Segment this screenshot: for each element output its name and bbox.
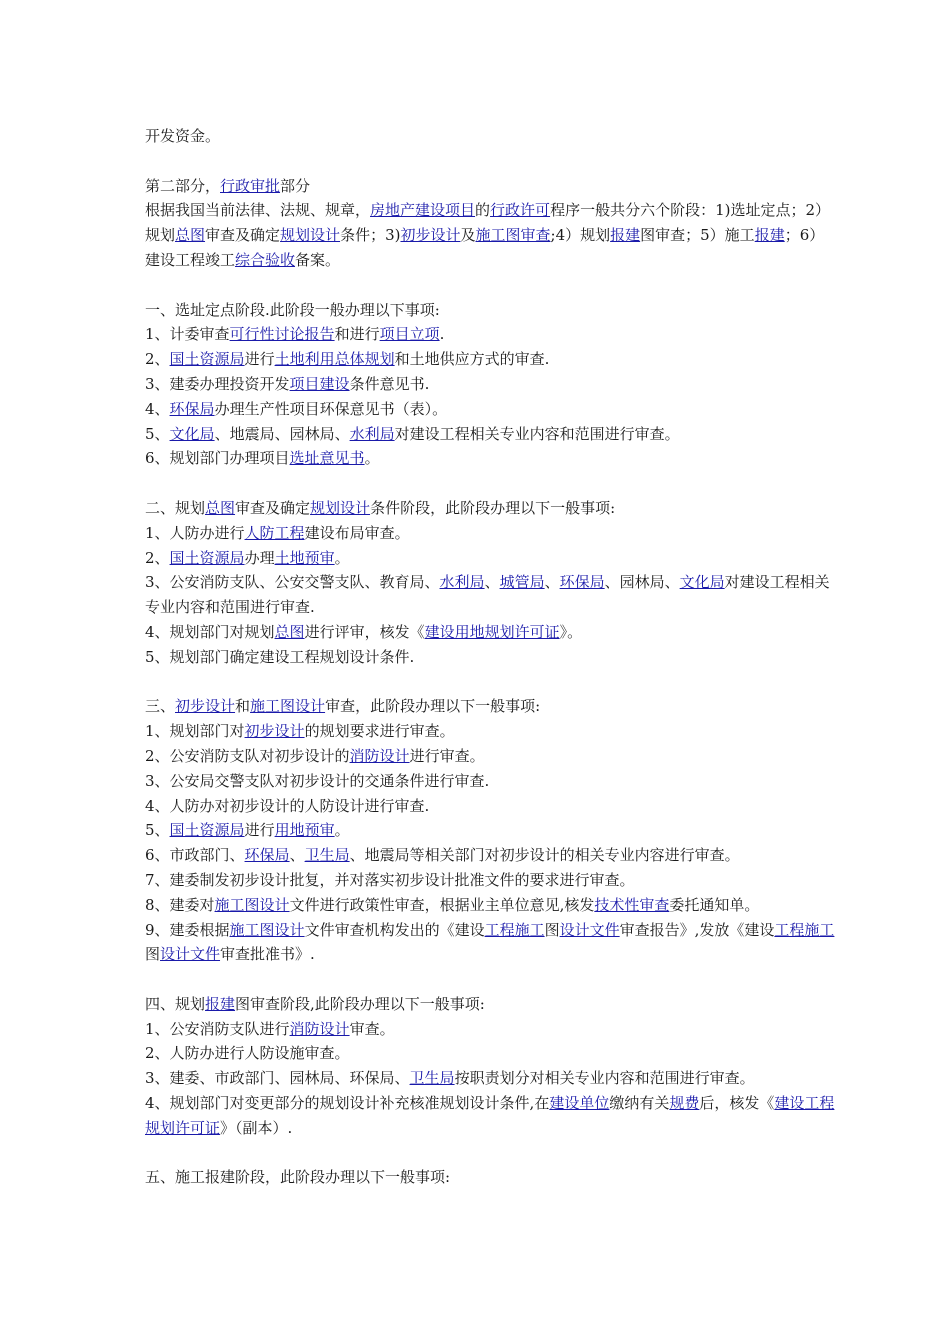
text-span: 进行 (244, 350, 275, 369)
hyperlink[interactable]: 用地预审 (274, 821, 335, 840)
text-line (145, 794, 835, 819)
hyperlink[interactable]: 设计文件 (559, 920, 620, 939)
text-line (145, 645, 835, 670)
text-line (145, 446, 835, 471)
text-span: . (439, 325, 445, 344)
text-span: 条件；3) (340, 226, 401, 245)
text-span: 对建设工程相关专业内容和范围进行审查. (145, 573, 830, 617)
hyperlink[interactable]: 项目立项 (379, 325, 440, 344)
text-span: 及 (460, 226, 476, 245)
text-span: 》。 (559, 622, 583, 641)
text-line (145, 397, 835, 422)
text-span: 和土地供应方式的审查. (394, 350, 550, 369)
paragraph-gap (145, 967, 835, 992)
hyperlink[interactable]: 选址意见书 (289, 449, 365, 468)
hyperlink[interactable]: 报建 (205, 994, 236, 1013)
paragraph-gap (145, 149, 835, 174)
text-span: 、 (544, 573, 560, 592)
text-span: 、地震局等相关部门对初步设计的相关专业内容进行审查。 (349, 846, 740, 865)
text-span: 办理生产性项目环保意见书（表）。 (214, 399, 448, 418)
text-span: 审查报告》,发放《建设 (619, 920, 775, 939)
text-line (145, 174, 835, 199)
text-span: 8、建委对 (145, 895, 215, 914)
text-line (145, 1165, 835, 1190)
paragraph-gap (145, 273, 835, 298)
text-span: 7、建委制发初步设计批复，并对落实初步设计批准文件的要求进行审查。 (145, 870, 635, 889)
hyperlink[interactable]: 水利局 (439, 573, 485, 592)
text-line (145, 570, 835, 620)
text-span: 、 (484, 573, 500, 592)
text-line (145, 918, 835, 968)
text-span: 2、人防办进行人防设施审查。 (145, 1044, 350, 1063)
text-span: 进行审查。 (409, 746, 485, 765)
hyperlink[interactable]: 土地预审 (274, 548, 335, 567)
hyperlink[interactable]: 建设单位 (549, 1094, 610, 1113)
text-span: 和 (235, 697, 251, 716)
hyperlink[interactable]: 水利局 (349, 424, 395, 443)
text-span: 图审查；5）施工 (640, 226, 755, 245)
text-span: 1、公安消防支队进行 (145, 1019, 290, 1038)
hyperlink[interactable]: 初步设计 (400, 226, 461, 245)
hyperlink[interactable]: 卫生局 (304, 846, 350, 865)
hyperlink[interactable]: 施工图审查 (475, 226, 551, 245)
hyperlink[interactable]: 建设工程规划许可证 (145, 1094, 835, 1137)
hyperlink[interactable]: 报建 (610, 226, 641, 245)
paragraph-gap (145, 1141, 835, 1166)
hyperlink[interactable]: 施工图设计 (250, 697, 326, 716)
hyperlink[interactable]: 总图 (175, 226, 206, 245)
text-span: 审查及确定 (205, 226, 281, 245)
hyperlink[interactable]: 设计文件 (160, 945, 221, 964)
text-span: 审查及确定 (235, 498, 311, 517)
text-line (145, 347, 835, 372)
hyperlink[interactable]: 规划设计 (280, 226, 341, 245)
text-line (145, 818, 835, 843)
text-span: 三、 (145, 697, 176, 716)
hyperlink[interactable]: 建设用地规划许可证 (424, 622, 560, 641)
text-span: 。 (334, 548, 350, 567)
text-line (145, 124, 835, 149)
text-span: 5、规划部门确定建设工程规划设计条件. (145, 647, 415, 666)
text-span: 部分 (280, 176, 311, 195)
hyperlink[interactable]: 卫生局 (409, 1069, 455, 1088)
text-span: 进行 (244, 821, 275, 840)
text-span: 9、建委根据 (145, 920, 230, 939)
text-line (145, 893, 835, 918)
hyperlink[interactable]: 环保局 (244, 846, 290, 865)
text-line (145, 322, 835, 347)
hyperlink[interactable]: 工程施工 (774, 920, 835, 939)
paragraph-gap (145, 670, 835, 695)
hyperlink[interactable]: 规费 (669, 1094, 700, 1113)
text-span: 二、规划 (145, 498, 206, 517)
hyperlink[interactable]: 国土资源局 (169, 821, 245, 840)
hyperlink[interactable]: 行政审批 (220, 176, 281, 195)
text-span: 6、市政部门、 (145, 846, 245, 865)
text-span: 3、建委、市政部门、园林局、环保局、 (145, 1069, 410, 1088)
text-span: 文件进行政策性审查，根据业主单位意见,核发 (289, 895, 595, 914)
text-span: 建设布局审查。 (304, 523, 410, 542)
hyperlink[interactable]: 城管局 (499, 573, 545, 592)
text-line (145, 298, 835, 323)
text-line (145, 496, 835, 521)
text-span: 一、选址定点阶段.此阶段一般办理以下事项: (145, 300, 440, 319)
hyperlink[interactable]: 消防设计 (289, 1019, 350, 1038)
hyperlink[interactable]: 人防工程 (244, 523, 305, 542)
text-span: 2、 (145, 350, 170, 369)
hyperlink[interactable]: 项目建设 (289, 374, 350, 393)
text-span: 3、建委办理投资开发 (145, 374, 290, 393)
text-span: 开发资金。 (145, 127, 221, 145)
text-span: 条件阶段，此阶段办理以下一般事项: (370, 498, 616, 517)
hyperlink[interactable]: 总图 (274, 622, 305, 641)
text-line (145, 198, 835, 272)
text-span: 文件审查机构发出的《建设 (304, 920, 485, 939)
text-line (145, 372, 835, 397)
text-span: 1、人防办进行 (145, 523, 245, 542)
text-span: 审查批准书》. (220, 945, 315, 964)
text-span: 委托通知单。 (669, 895, 760, 914)
text-span: 第二部分， (145, 176, 221, 195)
text-span: 5、 (145, 821, 170, 840)
text-span: 后，核发《 (699, 1094, 775, 1113)
text-line (145, 992, 835, 1017)
text-span: 图 (145, 945, 161, 964)
text-span: 按职责划分对相关专业内容和范围进行审查。 (454, 1069, 755, 1088)
text-line (145, 422, 835, 447)
text-span: 》（副本）. (220, 1118, 293, 1137)
hyperlink[interactable]: 初步设计 (244, 722, 305, 741)
text-span: 进行评审，核发《 (304, 622, 425, 641)
text-line (145, 1066, 835, 1091)
hyperlink[interactable]: 施工图设计 (214, 895, 290, 914)
hyperlink[interactable]: 文化局 (169, 424, 215, 443)
text-span: 图 (544, 920, 560, 939)
text-span: 6、规划部门办理项目 (145, 449, 290, 468)
text-span: 备案。 (295, 250, 341, 269)
document-body (145, 124, 835, 1190)
hyperlink[interactable]: 综合验收 (235, 250, 296, 269)
text-span: ;4）规划 (550, 226, 611, 245)
hyperlink[interactable]: 国土资源局 (169, 350, 245, 369)
text-line (145, 1041, 835, 1066)
text-span: 办理 (244, 548, 275, 567)
text-span: 、园林局、 (604, 573, 680, 592)
text-span: 4、规划部门对规划 (145, 622, 275, 641)
text-span: 4、规划部门对变更部分的规划设计补充核准规划设计条件,在 (145, 1094, 550, 1113)
text-span: 审查。 (349, 1019, 395, 1038)
hyperlink[interactable]: 土地利用总体规划 (274, 350, 395, 369)
hyperlink[interactable]: 施工图设计 (229, 920, 305, 939)
hyperlink[interactable]: 技术性审查 (594, 895, 670, 914)
text-span: 和进行 (334, 325, 380, 344)
text-span: 图审查阶段,此阶段办理以下一般事项: (235, 994, 485, 1013)
text-span: 四、规划 (145, 994, 206, 1013)
text-line (145, 1017, 835, 1042)
text-span: 对建设工程相关专业内容和范围进行审查。 (394, 424, 680, 443)
hyperlink[interactable]: 总图 (205, 498, 236, 517)
text-span: 缴纳有关 (609, 1094, 670, 1113)
text-line (145, 546, 835, 571)
hyperlink[interactable]: 报建 (754, 226, 785, 245)
text-line (145, 694, 835, 719)
text-span: 根据我国当前法律、法规、规章， (145, 201, 371, 220)
hyperlink[interactable]: 初步设计 (175, 697, 236, 716)
hyperlink[interactable]: 规划设计 (310, 498, 371, 517)
text-span: 3、公安消防支队、公安交警支队、教育局、 (145, 573, 440, 592)
paragraph-gap (145, 471, 835, 496)
hyperlink[interactable]: 房地产建设项目 (370, 201, 476, 220)
text-span: 审查，此阶段办理以下一般事项: (325, 697, 541, 716)
text-span: 4、人防办对初步设计的人防设计进行审查. (145, 796, 430, 815)
text-line (145, 620, 835, 645)
text-span: 1、计委审查 (145, 325, 230, 344)
hyperlink[interactable]: 行政许可 (490, 201, 551, 220)
text-span: 的规划要求进行审查。 (304, 722, 455, 741)
text-span: 五、施工报建阶段，此阶段办理以下一般事项: (145, 1168, 451, 1187)
text-line (145, 521, 835, 546)
text-span: 条件意见书. (349, 374, 430, 393)
text-span: 4、 (145, 399, 170, 418)
text-span: 。 (334, 821, 350, 840)
text-line (145, 719, 835, 744)
text-line (145, 1091, 835, 1141)
text-span: 3、公安局交警支队对初步设计的交通条件进行审查. (145, 771, 490, 790)
text-span: 、地震局、园林局、 (214, 424, 350, 443)
text-span: 、 (289, 846, 305, 865)
text-span: 5、 (145, 424, 170, 443)
hyperlink[interactable]: 国土资源局 (169, 548, 245, 567)
hyperlink[interactable]: 消防设计 (349, 746, 410, 765)
text-line (145, 868, 835, 893)
text-span: ；6）建设工程竣工 (145, 226, 825, 269)
text-span: 的 (475, 201, 491, 220)
text-span: 2、 (145, 548, 170, 567)
hyperlink[interactable]: 工程施工 (484, 920, 545, 939)
text-line (145, 744, 835, 769)
text-span: 程序一般共分六个阶段：1)选址定点；2）规划 (145, 201, 831, 245)
hyperlink[interactable]: 环保局 (559, 573, 605, 592)
text-line (145, 843, 835, 868)
hyperlink[interactable]: 可行性讨论报告 (229, 325, 335, 344)
text-span: 2、公安消防支队对初步设计的 (145, 746, 350, 765)
hyperlink[interactable]: 环保局 (169, 399, 215, 418)
text-line (145, 769, 835, 794)
text-span: 1、规划部门对 (145, 722, 245, 741)
text-span: 。 (364, 449, 380, 468)
hyperlink[interactable]: 文化局 (679, 573, 725, 592)
